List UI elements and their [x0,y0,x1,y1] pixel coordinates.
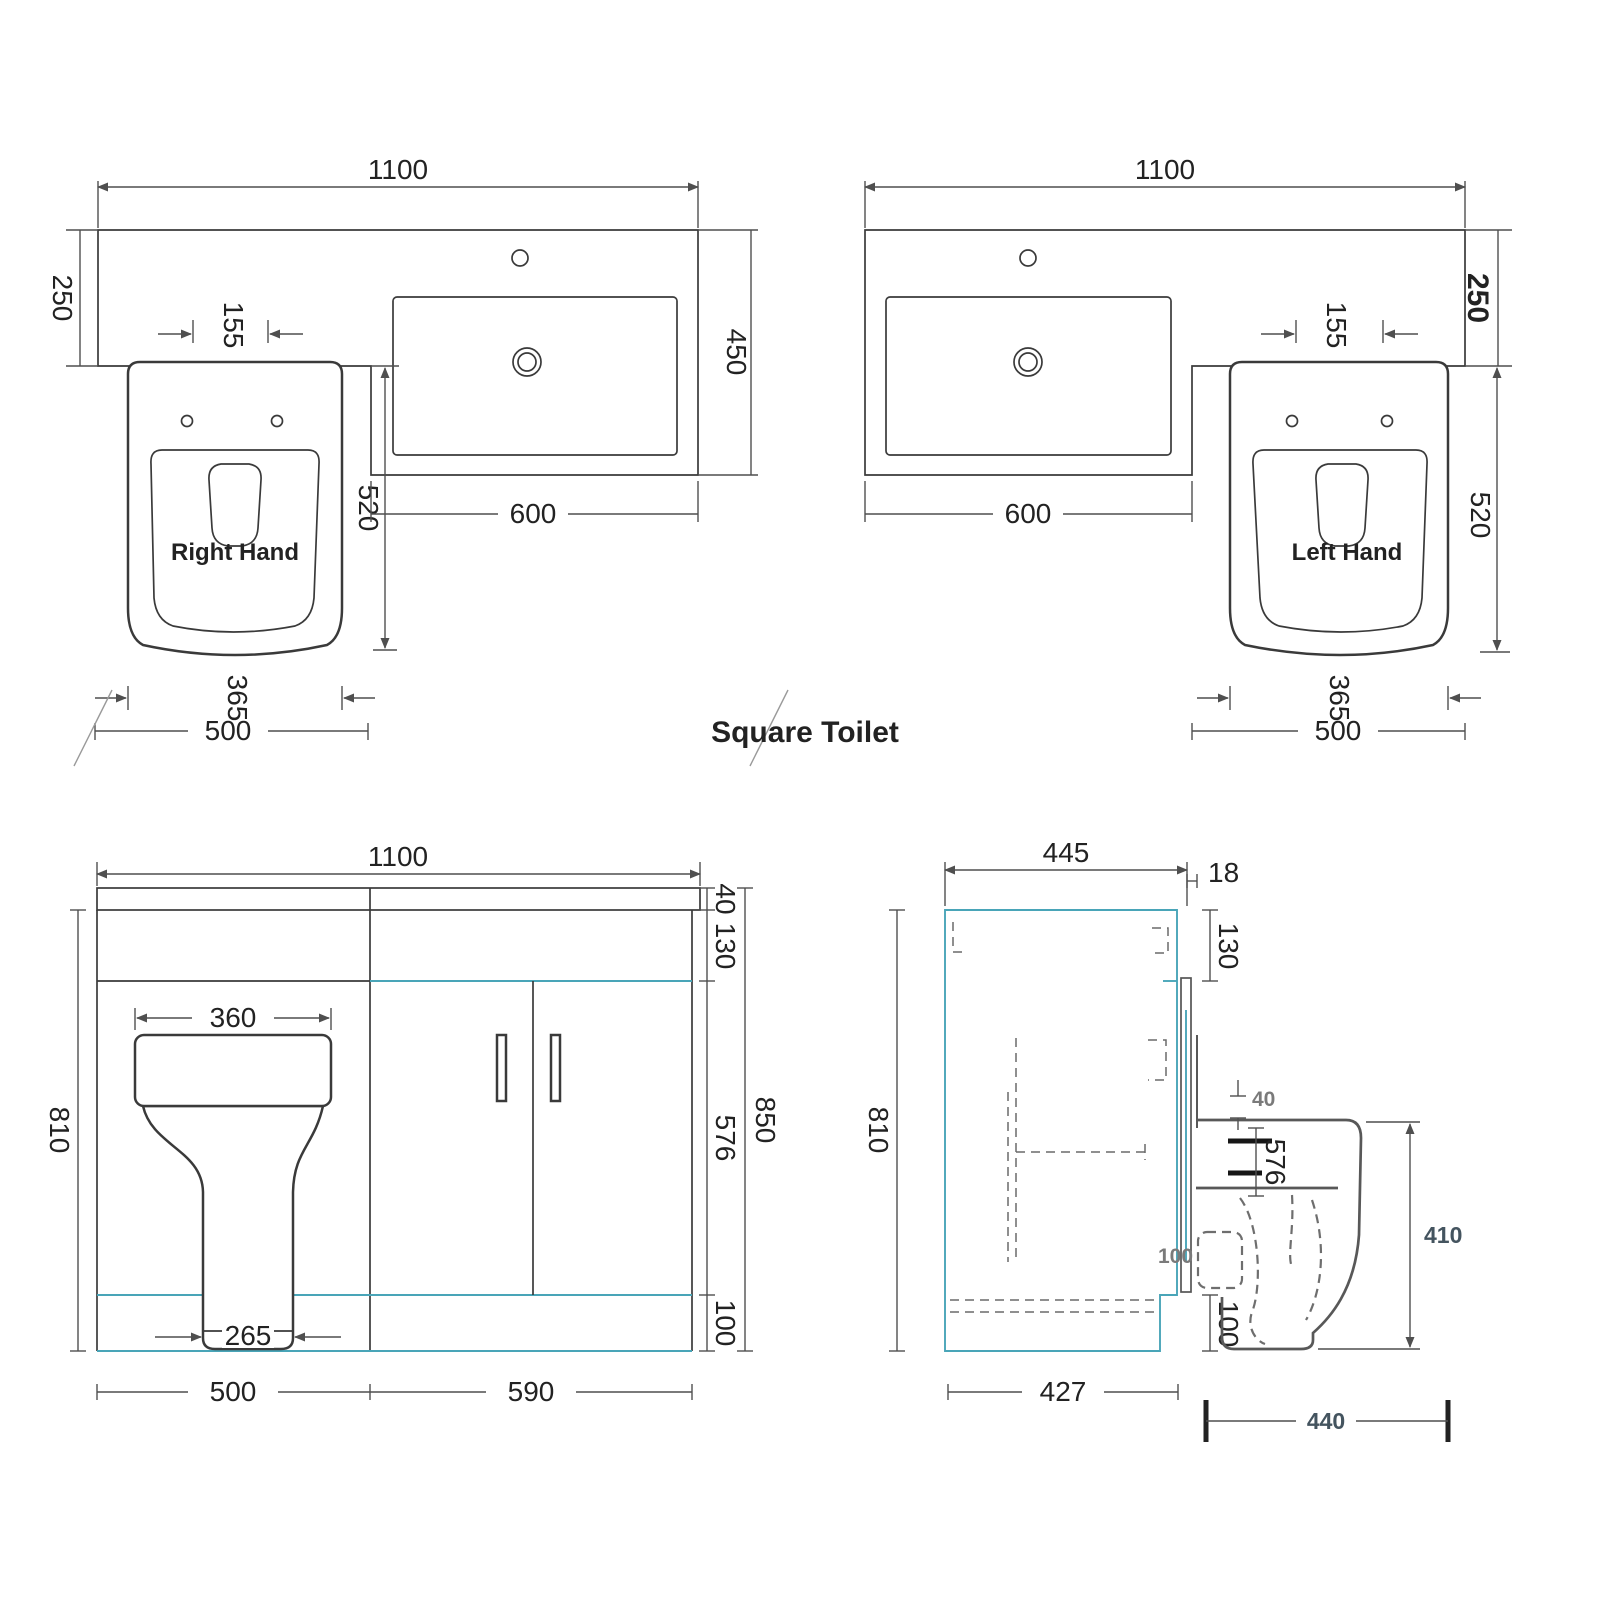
wc-pedestal-front [143,1106,323,1349]
dim-label-520: 520 [1465,491,1496,539]
dim-door-height [1248,1128,1291,1196]
dim-pan-depth [353,366,399,650]
dim-label-360: 360 [209,1002,257,1033]
dim-label-18: 18 [1208,857,1240,888]
dim-label-1100: 1100 [1134,154,1196,185]
dim-label-100: 100 [710,1299,741,1347]
dim-base-width [155,1320,341,1351]
door-handle-right [551,1035,560,1101]
dim-seat-width [135,1002,331,1033]
break-line-left [74,690,112,766]
dim-pan-height [1318,1122,1462,1349]
dim-height-chain [699,883,741,1351]
tap-hole [512,250,528,266]
front-view [44,841,781,1407]
dim-label-130: 130 [1213,922,1244,970]
dim-unit-width [95,715,368,746]
dim-label-100-plinth: 100 [1213,1300,1244,1348]
hand-label: Left Hand [1291,539,1403,566]
dim-fixing-centres [1261,302,1418,349]
dim-unit-widths [97,1376,692,1407]
dim-overall-width [865,154,1465,228]
dim-basin-width [865,481,1192,529]
door-handle-left [497,1035,506,1101]
dim-label-576: 576 [1260,1138,1291,1186]
plan-view-left-hand [865,154,1512,746]
page-title: Square Toilet [711,716,899,749]
wc-seat-front [135,1035,331,1106]
dim-fixing-centres [158,302,303,349]
soil-outlet [1198,1232,1242,1288]
worktop-front [97,888,700,910]
dim-label-265: 265 [224,1320,272,1351]
dim-basin-width [371,481,698,529]
dim-label-600: 600 [509,498,557,529]
dim-label-155: 155 [1321,301,1352,349]
dim-label-520: 520 [353,484,384,532]
dim-label-250: 250 [47,274,78,322]
hand-label: Right Hand [171,539,299,566]
dim-unit-width [1192,715,1465,746]
dim-label-40: 40 [710,883,741,915]
waste-inner [518,353,536,371]
dim-seat-gap [1230,1080,1275,1130]
dim-label-1100: 1100 [367,154,429,185]
side-view [863,837,1462,1442]
dim-internal-depth [948,1376,1178,1407]
dim-label-450: 450 [721,328,752,376]
dim-worktop-depth [47,230,98,366]
dim-total-height [737,888,781,1351]
dim-overall-width [97,841,700,886]
dim-label-365: 365 [1324,674,1355,722]
dim-worktop-depth [1461,230,1512,366]
hidden-detail-lines [950,922,1168,1312]
dim-label-440: 440 [1306,1408,1346,1434]
dim-label-1100: 1100 [367,841,429,872]
basin-bowl [393,297,677,455]
dim-total-depth [698,230,758,475]
dim-pan-depth [1206,1400,1448,1442]
dim-label-250: 250 [1461,272,1494,324]
dim-depth [945,837,1187,906]
dim-label-850: 850 [750,1096,781,1144]
dim-label-445: 445 [1042,837,1090,868]
dim-label-427: 427 [1039,1376,1087,1407]
dim-label-810: 810 [44,1106,75,1154]
dim-label-500: 500 [209,1376,257,1407]
dim-label-590: 590 [507,1376,555,1407]
dim-pan-depth [1465,368,1510,652]
wc-pan-plan [128,362,342,655]
dim-label-365: 365 [222,674,253,722]
dim-label-130: 130 [710,922,741,970]
dim-label-810: 810 [863,1106,894,1154]
dim-door-thickness [1187,857,1239,888]
dim-cabinet-height [44,910,86,1351]
dim-label-600: 600 [1004,498,1052,529]
cabinet-carcass-side [945,910,1177,1351]
dim-label-500: 500 [204,715,252,746]
dim-cabinet-height [863,910,905,1351]
dim-label-100-outlet: 100 [1158,1245,1194,1268]
dim-label-155: 155 [218,301,249,349]
plan-view-right-hand [47,154,788,766]
dim-upper-panel [1202,910,1244,981]
waste-inner [1019,353,1037,371]
dim-label-410: 410 [1424,1222,1463,1248]
dim-overall-width [98,154,698,228]
dim-label-500: 500 [1314,715,1362,746]
dim-label-40: 40 [1252,1088,1276,1111]
tap-hole [1020,250,1036,266]
dim-label-576: 576 [710,1114,741,1162]
